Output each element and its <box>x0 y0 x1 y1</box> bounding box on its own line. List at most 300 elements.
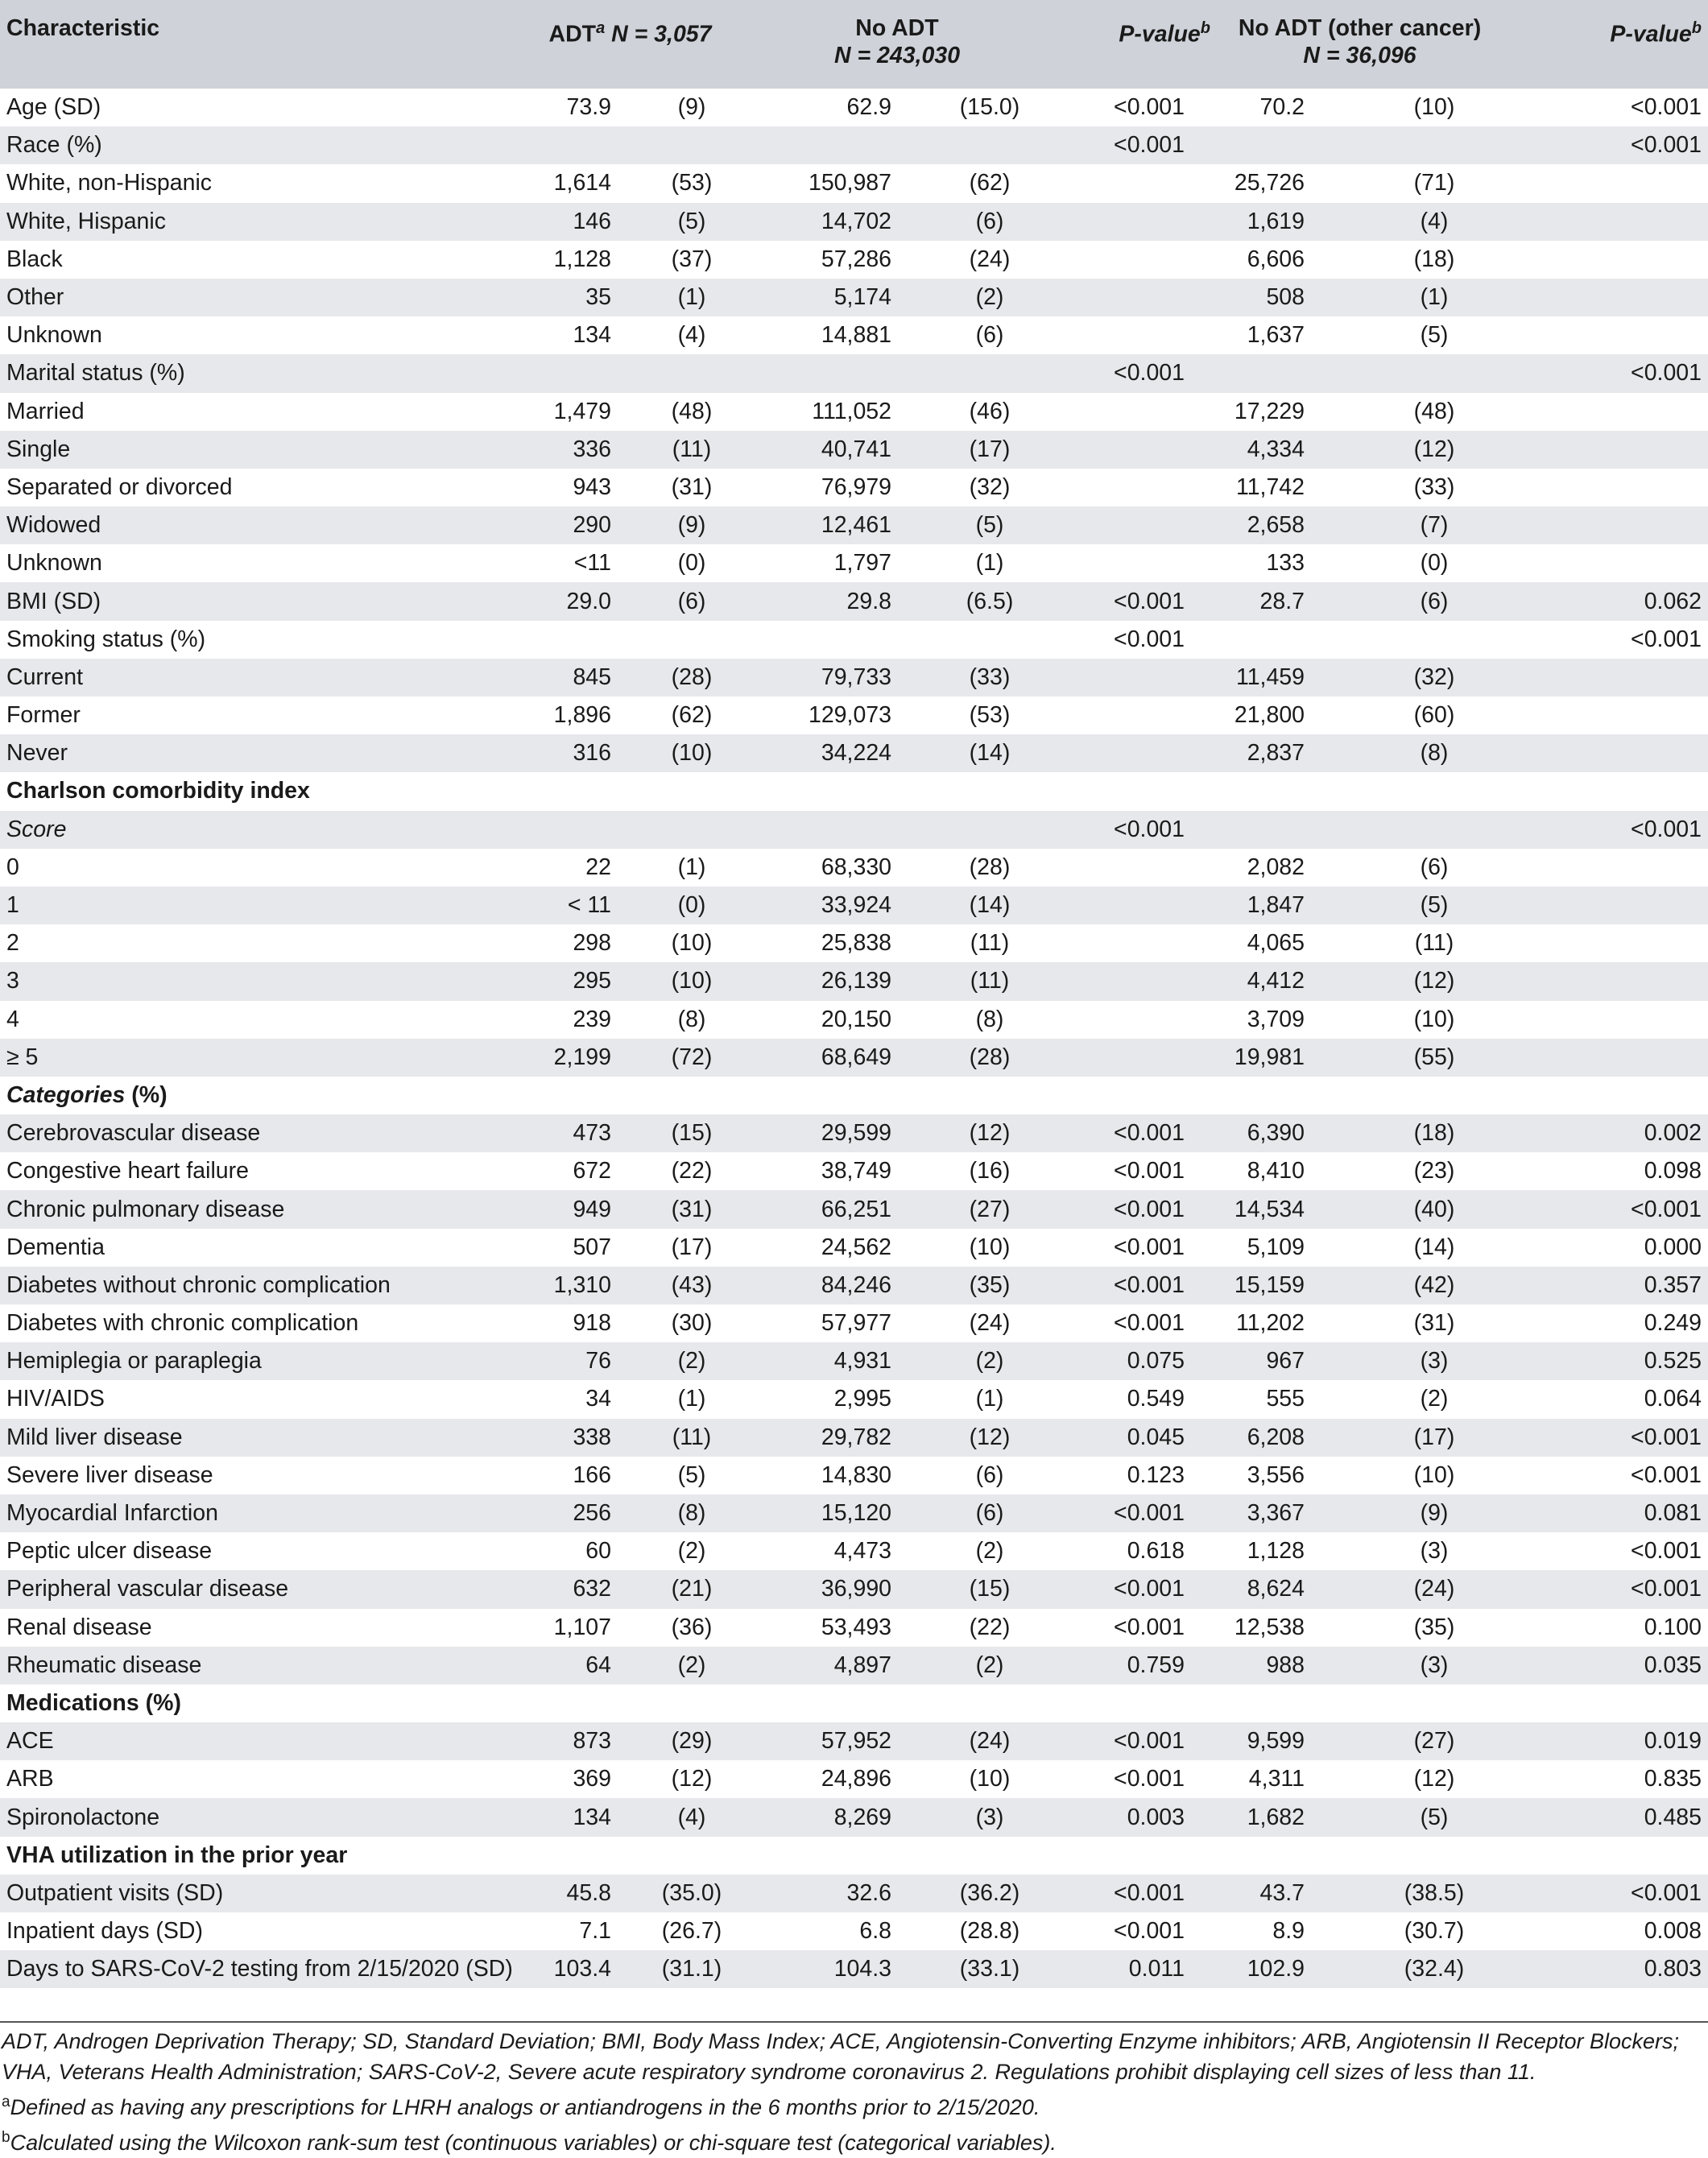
cell-p-value-2: 0.002 <box>1644 1120 1702 1147</box>
cell-no-adt-other-count: 4,311 <box>1248 1766 1305 1792</box>
table-row <box>0 1950 1708 1988</box>
cell-adt-pct: (43) <box>671 1271 713 1298</box>
table-row <box>0 431 1708 469</box>
cell-no-adt-other-pct: (5) <box>1420 892 1449 919</box>
cell-no-adt-other-pct: (7) <box>1420 512 1449 539</box>
cell-adt-count <box>503 1837 622 1875</box>
cell-no-adt-other-pct: (18) <box>1413 1120 1455 1147</box>
cell-no-adt-other-pct: (4) <box>1420 208 1449 234</box>
cell-p-value-2: <0.001 <box>1631 1196 1702 1222</box>
cell-no-adt-count: 5,174 <box>833 284 892 311</box>
cell-no-adt-count: 84,246 <box>821 1271 892 1298</box>
cell-no-adt-other-count <box>1217 354 1342 392</box>
cell-adt-count: 1,896 <box>553 702 611 729</box>
cell-no-adt-count <box>757 354 926 392</box>
cell-adt-count: 943 <box>573 473 611 500</box>
cell-adt-count: 146 <box>573 208 611 234</box>
cell-no-adt-other-count: 4,334 <box>1247 436 1305 462</box>
cell-no-adt-pct <box>926 126 1037 164</box>
cell-adt-count: 7.1 <box>579 1918 611 1945</box>
table-row <box>0 241 1708 279</box>
cell-no-adt-other-pct: (12) <box>1413 968 1455 994</box>
table-row <box>0 1342 1708 1380</box>
cell-no-adt-other-count: 4,065 <box>1247 930 1305 957</box>
row-label: Days to SARS-CoV-2 testing from 2/15/2020 (SD) <box>6 1956 513 1982</box>
cell-no-adt-pct: (11) <box>970 968 1010 994</box>
table-row <box>0 544 1708 582</box>
cell-no-adt-other-pct: (32) <box>1413 664 1455 690</box>
cell-adt-pct: (15) <box>671 1120 713 1147</box>
table-row <box>0 469 1708 506</box>
row-label: Peptic ulcer disease <box>6 1538 213 1565</box>
cell-adt-pct: (2) <box>677 1652 706 1678</box>
cell-no-adt-other-count: 25,726 <box>1234 170 1305 196</box>
cell-no-adt-other-count: 11,459 <box>1235 664 1305 690</box>
cell-p-value-2 <box>1503 316 1708 354</box>
cell-no-adt-other-pct: (14) <box>1413 1234 1455 1260</box>
row-label: Cerebrovascular disease <box>6 1120 261 1147</box>
row-label: Spironolactone <box>6 1804 160 1830</box>
header-p-value <box>1037 0 1217 89</box>
cell-no-adt-other-count: 8,410 <box>1247 1158 1305 1184</box>
cell-no-adt-other-pct: (30.7) <box>1404 1918 1465 1945</box>
table-row <box>0 924 1708 962</box>
cell-p-value-2 <box>1503 1001 1708 1039</box>
cell-p-value: 0.075 <box>1127 1348 1185 1375</box>
cell-adt-pct: (29) <box>671 1728 713 1755</box>
cell-no-adt-other-count <box>1217 1077 1342 1114</box>
cell-p-value: <0.001 <box>1114 626 1185 652</box>
cell-no-adt-pct: (16) <box>969 1158 1011 1184</box>
table-row <box>0 316 1708 354</box>
cell-no-adt-other-count: 967 <box>1266 1348 1305 1375</box>
cell-no-adt-pct: (14) <box>969 892 1011 919</box>
cell-no-adt-other-pct: (3) <box>1420 1652 1449 1678</box>
cell-no-adt-count: 1,797 <box>833 550 892 577</box>
table-row <box>0 887 1708 924</box>
cell-adt-count <box>503 621 622 659</box>
row-label: Severe liver disease <box>6 1461 213 1488</box>
cell-no-adt-other-count: 21,800 <box>1234 702 1305 729</box>
row-label <box>0 1077 503 1114</box>
cell-no-adt-pct: (33) <box>969 664 1011 690</box>
cell-no-adt-count: 53,493 <box>821 1614 892 1640</box>
cell-no-adt-other-pct: (18) <box>1413 246 1455 272</box>
cell-no-adt-count <box>757 772 926 810</box>
cell-adt-pct: (37) <box>671 246 713 272</box>
cell-no-adt-other-pct: (11) <box>1414 930 1454 957</box>
cell-no-adt-count: 8,269 <box>833 1804 892 1830</box>
cell-p-value <box>1037 203 1217 241</box>
cell-no-adt-count: 36,990 <box>821 1576 892 1602</box>
cell-no-adt-count: 129,073 <box>808 702 892 729</box>
table-row <box>0 164 1708 202</box>
cell-p-value-2 <box>1503 544 1708 582</box>
cell-no-adt-count: 4,931 <box>833 1348 892 1375</box>
cell-p-value <box>1037 544 1217 582</box>
cell-no-adt-pct <box>926 354 1037 392</box>
row-label: Unknown <box>6 322 102 349</box>
cell-no-adt-other-count: 6,208 <box>1247 1424 1305 1450</box>
cell-adt-pct: (1) <box>677 1386 706 1412</box>
footnote-a-text: Defined as having any prescriptions for LHRH analogs or antiandrogens in the 6 months prior to 2/15/2020. <box>10 2095 1040 2119</box>
cell-adt-pct: (31.1) <box>661 1956 722 1982</box>
cell-adt-count: 1,479 <box>553 398 611 424</box>
cell-p-value-2: <0.001 <box>1631 132 1702 159</box>
cell-no-adt-pct: (2) <box>975 1348 1004 1375</box>
cell-adt-pct: (11) <box>672 436 712 462</box>
cell-no-adt-other-pct: (48) <box>1413 398 1455 424</box>
cell-adt-count <box>503 772 622 810</box>
cell-no-adt-pct: (12) <box>969 1120 1011 1147</box>
cell-adt-pct: (8) <box>677 1500 706 1527</box>
cell-no-adt-other-count: 19,981 <box>1234 1044 1305 1070</box>
header-p-value-2-label: P-value <box>1610 21 1692 48</box>
row-label: VHA utilization in the prior year <box>6 1842 348 1868</box>
cell-p-value-2: 0.008 <box>1644 1918 1702 1945</box>
cell-adt-pct <box>622 1077 757 1114</box>
cell-p-value-2: 0.357 <box>1644 1271 1702 1298</box>
cell-p-value <box>1037 924 1217 962</box>
cell-p-value: 0.011 <box>1128 1956 1185 1982</box>
cell-no-adt-other-pct: (55) <box>1413 1044 1455 1070</box>
cell-adt-pct: (10) <box>671 740 713 767</box>
cell-no-adt-count: 12,461 <box>821 512 892 539</box>
cell-no-adt-count: 14,881 <box>821 322 892 349</box>
cell-adt-count: 918 <box>573 1310 611 1337</box>
cell-p-value-2 <box>1503 924 1708 962</box>
header-no-adt-label: No ADT <box>855 15 939 41</box>
cell-adt-count: 73.9 <box>566 94 611 121</box>
cell-p-value: <0.001 <box>1114 1158 1185 1184</box>
table-row <box>0 734 1708 772</box>
cell-p-value: <0.001 <box>1114 94 1185 121</box>
cell-adt-pct: (2) <box>677 1538 706 1565</box>
header-p-value-2-sup: b <box>1691 19 1702 37</box>
cell-adt-count <box>503 1077 622 1114</box>
row-label: Renal disease <box>6 1614 152 1640</box>
cell-p-value-2: <0.001 <box>1631 816 1702 842</box>
cell-no-adt-count: 38,749 <box>821 1158 892 1184</box>
cell-adt-count: 76 <box>585 1348 611 1375</box>
cell-no-adt-other-pct <box>1342 354 1503 392</box>
table-row <box>0 1001 1708 1039</box>
row-label-suffix: (%) <box>125 1081 167 1108</box>
cell-no-adt-pct: (28) <box>969 1044 1011 1070</box>
cell-p-value <box>1037 1077 1217 1114</box>
cell-p-value-2: 0.062 <box>1644 588 1702 614</box>
cell-adt-count: 34 <box>585 1386 611 1412</box>
cell-no-adt-pct: (2) <box>975 1652 1004 1678</box>
cell-no-adt-other-pct <box>1342 1685 1503 1722</box>
cell-no-adt-count: 26,139 <box>821 968 892 994</box>
table-row <box>0 126 1708 164</box>
cell-no-adt-count: 104.3 <box>833 1956 892 1982</box>
cell-adt-count: 239 <box>573 1006 611 1032</box>
cell-p-value-2: 0.019 <box>1644 1728 1702 1755</box>
cell-adt-count: 22 <box>585 854 611 880</box>
cell-no-adt-count <box>757 126 926 164</box>
row-label: Single <box>6 436 71 462</box>
cell-no-adt-pct: (17) <box>969 436 1011 462</box>
cell-no-adt-count: 2,995 <box>833 1386 892 1412</box>
cell-p-value: <0.001 <box>1114 360 1185 387</box>
cell-no-adt-other-count: 3,709 <box>1247 1006 1305 1032</box>
cell-p-value: <0.001 <box>1114 1310 1185 1337</box>
cell-adt-count: 632 <box>573 1576 611 1602</box>
cell-p-value-2 <box>1503 697 1708 734</box>
header-adt-sup: a <box>596 19 606 37</box>
cell-no-adt-pct: (28.8) <box>959 1918 1020 1945</box>
cell-no-adt-count: 20,150 <box>821 1006 892 1032</box>
cell-p-value-2 <box>1503 849 1708 887</box>
cell-no-adt-count: 68,649 <box>821 1044 892 1070</box>
cell-adt-count <box>503 1685 622 1722</box>
cell-no-adt-count <box>757 621 926 659</box>
row-label-main: Categories <box>6 1081 126 1108</box>
cell-adt-count: 873 <box>573 1728 611 1755</box>
cell-adt-pct: (28) <box>671 664 713 690</box>
table-row <box>0 279 1708 316</box>
table-footnotes <box>0 2021 1708 2158</box>
table-row <box>0 1875 1708 1912</box>
cell-adt-count: 64 <box>585 1652 611 1678</box>
header-characteristic: Characteristic <box>6 15 160 41</box>
table-row <box>0 1912 1708 1950</box>
row-label: Score <box>6 816 67 842</box>
cell-adt-pct: (17) <box>671 1234 713 1260</box>
cell-no-adt-pct: (46) <box>969 398 1011 424</box>
cell-adt-pct: (36) <box>671 1614 713 1640</box>
cell-p-value-2: <0.001 <box>1631 94 1702 121</box>
cell-no-adt-other-pct <box>1342 126 1503 164</box>
cell-adt-pct: (12) <box>671 1766 713 1792</box>
cell-adt-count <box>503 354 622 392</box>
row-label: Chronic pulmonary disease <box>6 1196 285 1222</box>
cell-adt-pct: (21) <box>671 1576 713 1602</box>
cell-p-value: 0.759 <box>1127 1652 1185 1678</box>
cell-no-adt-count: 57,286 <box>821 246 892 272</box>
table-row <box>0 697 1708 734</box>
cell-no-adt-pct: (24) <box>969 1310 1011 1337</box>
footnote-b-text: Calculated using the Wilcoxon rank-sum test (continuous variables) or chi-square test (categorical variables). <box>10 2131 1057 2155</box>
row-label: Rheumatic disease <box>6 1652 202 1678</box>
cell-adt-pct: (4) <box>677 1804 706 1830</box>
cell-no-adt-other-pct: (42) <box>1413 1271 1455 1298</box>
cell-no-adt-other-count: 102.9 <box>1247 1956 1305 1982</box>
table-row <box>0 1570 1708 1608</box>
cell-p-value: <0.001 <box>1114 1120 1185 1147</box>
row-label: White, Hispanic <box>6 208 166 234</box>
row-label: BMI (SD) <box>6 588 101 614</box>
cell-p-value <box>1037 164 1217 202</box>
cell-adt-count: 29.0 <box>566 588 611 614</box>
cell-no-adt-pct: (28) <box>969 854 1011 880</box>
cell-p-value-2: 0.525 <box>1644 1348 1702 1375</box>
cell-adt-pct: (0) <box>677 892 706 919</box>
cell-no-adt-other-pct <box>1342 811 1503 849</box>
cell-adt-pct: (0) <box>677 550 706 577</box>
cell-no-adt-pct <box>926 1077 1037 1114</box>
cell-p-value-2: <0.001 <box>1631 626 1702 652</box>
cell-adt-pct <box>622 126 757 164</box>
cell-adt-count: 60 <box>585 1538 611 1565</box>
cell-no-adt-pct: (6.5) <box>966 588 1014 614</box>
footnote-a <box>2 2087 1706 2123</box>
cell-p-value: <0.001 <box>1114 1271 1185 1298</box>
cell-no-adt-other-pct: (10) <box>1413 1006 1455 1032</box>
cell-p-value <box>1037 316 1217 354</box>
cell-no-adt-other-count: 70.2 <box>1259 94 1305 121</box>
cell-no-adt-other-pct <box>1342 772 1503 810</box>
cell-p-value-2 <box>1503 1685 1708 1722</box>
cell-p-value-2: 0.035 <box>1644 1652 1702 1678</box>
cell-no-adt-other-count: 2,658 <box>1247 512 1305 539</box>
cell-adt-pct: (62) <box>671 702 713 729</box>
cell-p-value <box>1037 849 1217 887</box>
cell-no-adt-other-pct <box>1342 1077 1503 1114</box>
cell-no-adt-other-count: 1,847 <box>1247 892 1305 919</box>
table-row <box>0 1685 1708 1722</box>
cell-no-adt-other-pct: (12) <box>1413 1766 1455 1792</box>
cell-no-adt-pct: (35) <box>969 1271 1011 1298</box>
cell-no-adt-other-count: 1,637 <box>1247 322 1305 349</box>
cell-no-adt-pct: (12) <box>969 1424 1011 1450</box>
cell-no-adt-count: 29.8 <box>846 588 892 614</box>
cell-p-value-2: <0.001 <box>1631 1424 1702 1450</box>
cell-p-value-2: 0.249 <box>1644 1310 1702 1337</box>
cell-adt-pct: (2) <box>677 1348 706 1375</box>
cell-p-value-2: <0.001 <box>1631 1461 1702 1488</box>
cell-no-adt-count: 68,330 <box>821 854 892 880</box>
cell-no-adt-other-pct: (6) <box>1420 588 1449 614</box>
cell-p-value: <0.001 <box>1114 132 1185 159</box>
cell-no-adt-count <box>757 811 926 849</box>
cell-p-value <box>1037 772 1217 810</box>
cell-p-value-2: 0.485 <box>1644 1804 1702 1830</box>
row-label: Hemiplegia or paraplegia <box>6 1348 262 1375</box>
header-no-adt-other-n: N = 36,096 <box>1303 43 1416 68</box>
cell-no-adt-other-pct: (9) <box>1420 1500 1449 1527</box>
cell-p-value <box>1037 393 1217 431</box>
header-p-value-2 <box>1503 0 1708 89</box>
header-no-adt-n: N = 243,030 <box>833 43 961 68</box>
table-row <box>0 1457 1708 1494</box>
cell-p-value-2 <box>1503 469 1708 506</box>
table-row <box>0 1722 1708 1760</box>
cell-no-adt-other-count: 28.7 <box>1259 588 1305 614</box>
cell-no-adt-other-pct: (32.4) <box>1404 1956 1465 1982</box>
cell-no-adt-pct: (2) <box>975 284 1004 311</box>
cell-p-value: <0.001 <box>1114 1196 1185 1222</box>
table-row <box>0 849 1708 887</box>
cell-p-value <box>1037 241 1217 279</box>
cell-p-value: <0.001 <box>1114 1918 1185 1945</box>
cell-no-adt-other-pct: (17) <box>1413 1424 1455 1450</box>
cell-no-adt-other-count: 988 <box>1266 1652 1305 1678</box>
cell-no-adt-other-pct: (5) <box>1420 1804 1449 1830</box>
cell-adt-pct: (9) <box>677 512 706 539</box>
cell-adt-count: 290 <box>573 512 611 539</box>
table-row <box>0 1077 1708 1114</box>
cell-p-value: <0.001 <box>1114 588 1185 614</box>
cell-p-value: <0.001 <box>1114 1614 1185 1640</box>
cell-no-adt-count: 15,120 <box>821 1500 892 1527</box>
footnote-abbreviations: ADT, Androgen Deprivation Therapy; SD, Standard Deviation; BMI, Body Mass Index; ACE, Angiotensin-Converting Enzyme inhibitors; ARB, Angiotensin II Receptor Blockers; VHA, Veterans Health Administration; SARS-CoV-2, Severe acute respiratory syndrome coronavirus 2. Regulations prohibit displaying cell sizes of less than 11. <box>2 2029 1679 2084</box>
cell-p-value: <0.001 <box>1114 816 1185 842</box>
cell-adt-pct <box>622 1685 757 1722</box>
header-p-value-sup: b <box>1200 19 1211 37</box>
cell-no-adt-pct: (15) <box>969 1576 1011 1602</box>
table-row <box>0 1152 1708 1190</box>
cell-no-adt-pct: (27) <box>969 1196 1011 1222</box>
cell-p-value-2 <box>1503 241 1708 279</box>
cell-no-adt-other-pct: (10) <box>1413 94 1455 121</box>
cell-p-value: <0.001 <box>1114 1879 1185 1906</box>
table-row <box>0 772 1708 810</box>
cell-no-adt-other-pct: (3) <box>1420 1348 1449 1375</box>
cell-adt-pct: (26.7) <box>661 1918 722 1945</box>
cell-adt-pct: (5) <box>677 1461 706 1488</box>
row-label: Widowed <box>6 512 101 539</box>
cell-adt-count: 256 <box>573 1500 611 1527</box>
cell-no-adt-other-count: 12,538 <box>1234 1614 1305 1640</box>
cell-adt-count: 1,310 <box>553 1271 611 1298</box>
cell-adt-count: 1,614 <box>553 170 611 196</box>
cell-adt-pct: (10) <box>671 968 713 994</box>
row-label: HIV/AIDS <box>6 1386 105 1412</box>
cell-p-value: 0.003 <box>1127 1804 1185 1830</box>
cell-adt-count: 103.4 <box>553 1956 611 1982</box>
cell-no-adt-other-count: 11,742 <box>1235 473 1305 500</box>
cell-no-adt-other-count: 508 <box>1266 284 1305 311</box>
cell-no-adt-count: 33,924 <box>821 892 892 919</box>
cell-p-value <box>1037 659 1217 697</box>
table-row <box>0 1798 1708 1836</box>
table-row <box>0 393 1708 431</box>
cell-adt-pct <box>622 354 757 392</box>
cell-no-adt-pct: (2) <box>975 1538 1004 1565</box>
row-label: Current <box>6 664 84 690</box>
cell-p-value <box>1037 887 1217 924</box>
cell-no-adt-pct: (24) <box>969 246 1011 272</box>
cell-adt-count <box>503 126 622 164</box>
cell-no-adt-count: 14,702 <box>821 208 892 234</box>
table-row <box>0 962 1708 1000</box>
cell-no-adt-other-count <box>1217 1837 1342 1875</box>
cell-p-value: 0.618 <box>1127 1538 1185 1565</box>
cell-adt-pct: (5) <box>677 208 706 234</box>
cell-no-adt-pct: (6) <box>975 1500 1004 1527</box>
cell-p-value-2: 0.100 <box>1644 1614 1702 1640</box>
footnote-b <box>2 2123 1706 2158</box>
cell-adt-count: 949 <box>573 1196 611 1222</box>
cell-adt-pct: (35.0) <box>661 1879 722 1906</box>
cell-p-value: <0.001 <box>1114 1500 1185 1527</box>
cell-no-adt-count: 79,733 <box>821 664 892 690</box>
cell-adt-count: 473 <box>573 1120 611 1147</box>
cell-p-value-2 <box>1503 393 1708 431</box>
row-label: Age (SD) <box>6 94 101 121</box>
cell-no-adt-other-count: 14,534 <box>1234 1196 1305 1222</box>
cell-no-adt-count: 29,599 <box>821 1120 892 1147</box>
cell-p-value-2: <0.001 <box>1631 1576 1702 1602</box>
cell-p-value <box>1037 697 1217 734</box>
cell-p-value <box>1037 279 1217 316</box>
cell-p-value-2 <box>1503 962 1708 1000</box>
row-label: 1 <box>6 892 19 919</box>
table-row <box>0 1647 1708 1685</box>
